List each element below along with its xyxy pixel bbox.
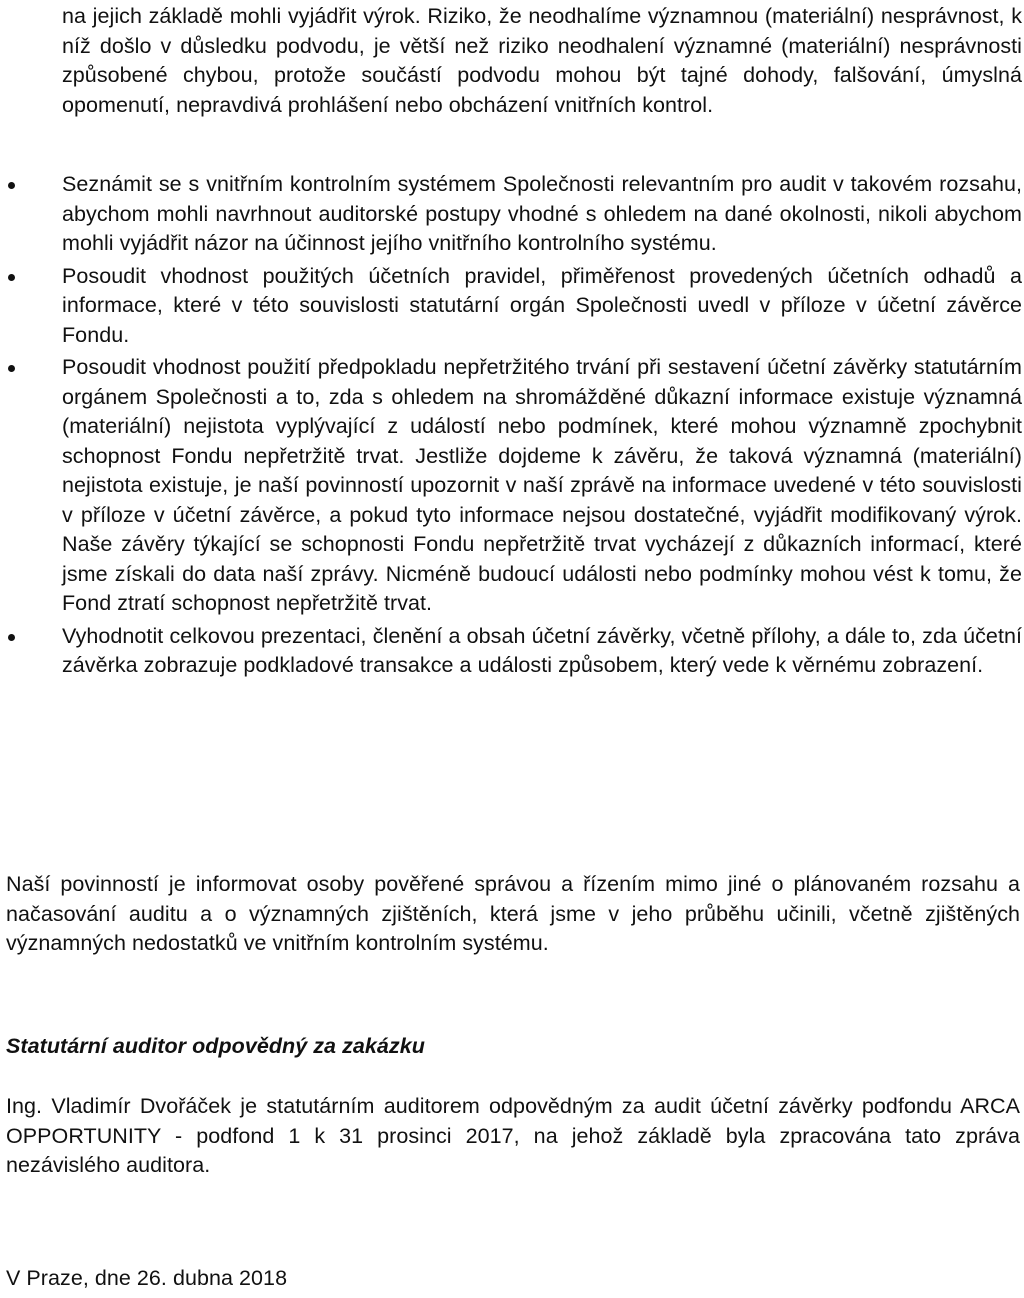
list-item-text: Posoudit vhodnost použití předpokladu nepřetržitého trvání při sestavení účetní závěrky statutárním orgánem Společnosti a to, zda s ohledem na shromážděné důkazní informace existuje významná (materiální) nejistota vyplývající z událostí nebo podmínek, které mohou významně zpochybnit schopnost Fondu nepřetržitě trvat. Jestliže dojdeme k závěru, že taková významná (materiální) nejistota existuje, je naší povinností upozornit v naší zprávě na informace uvedené v této souvislosti v příloze v účetní závěrce, a pokud tyto informace nejsou dostatečné, vyjádřit modifikovaný výrok. Naše závěry týkající se schopnosti Fondu nepřetržitě trvat vycházejí z důkazních informací, které jsme získali do data naší zprávy. Nicméně budoucí události nebo podmínky mohou vést k tomu, že Fond ztratí schopnost nepřetržitě trvat.: [62, 355, 1022, 615]
list-item-text: Seznámit se s vnitřním kontrolním systémem Společnosti relevantním pro audit v takovém rozsahu, abychom mohli navrhnout auditorské postupy vhodné s ohledem na dané okolnosti, nikoli abychom mohli vyjádřit názor na účinnost jejího vnitřního kontrolního systému.: [62, 172, 1022, 255]
list-item: [0, 622, 1022, 681]
list-item: [0, 262, 1022, 351]
place-date-line: V Praze, dne 26. dubna 2018: [6, 1266, 288, 1290]
governance-paragraph: Naší povinností je informovat osoby pověřené správou a řízením mimo jiné o plánovaném rozsahu a načasování auditu a o významných zjištěních, která jsme v jeho průběhu učinili, včetně zjištěných významných nedostatků ve vnitřním kontrolním systému.: [6, 872, 1020, 955]
auditor-section-paragraph: Ing. Vladimír Dvořáček je statutárním auditorem odpovědným za audit účetní závěrky podfondu ARCA OPPORTUNITY - podfond 1 k 31 prosinci 2017, na jehož základě byla zpracována tato zpráva nezávislého auditora.: [6, 1094, 1020, 1177]
bullet-dot-icon: [8, 274, 15, 281]
list-item: [0, 170, 1022, 259]
auditor-section-heading: Statutární auditor odpovědný za zakázku: [6, 1034, 425, 1058]
audit-procedures-list: [0, 170, 1022, 684]
bullet-dot-icon: [8, 634, 15, 641]
continuation-paragraph: na jejich základě mohli vyjádřit výrok. Riziko, že neodhalíme významnou (materiální) nesprávnost, k níž došlo v důsledku podvodu, je větší než riziko neodhalení významné (materiální) nesprávnosti způsobené chybou, protože součástí podvodu mohou být tajné dohody, falšování, úmyslná opomenutí, nepravdivá prohlášení nebo obcházení vnitřních kontrol.: [62, 4, 1022, 117]
list-item: [0, 353, 1022, 619]
list-item-text: Vyhodnotit celkovou prezentaci, členění a obsah účetní závěrky, včetně přílohy, a dále to, zda účetní závěrka zobrazuje podkladové transakce a události způsobem, který vede k věrnému zobrazení.: [62, 623, 1022, 677]
list-item-text: Posoudit vhodnost použitých účetních pravidel, přiměřenost provedených účetních odhadů a informace, které v této souvislosti statutární orgán Společnosti uvedl v příloze v účetní závěrce Fondu.: [62, 263, 1022, 347]
bullet-dot-icon: [8, 182, 15, 189]
bullet-dot-icon: [8, 365, 15, 372]
